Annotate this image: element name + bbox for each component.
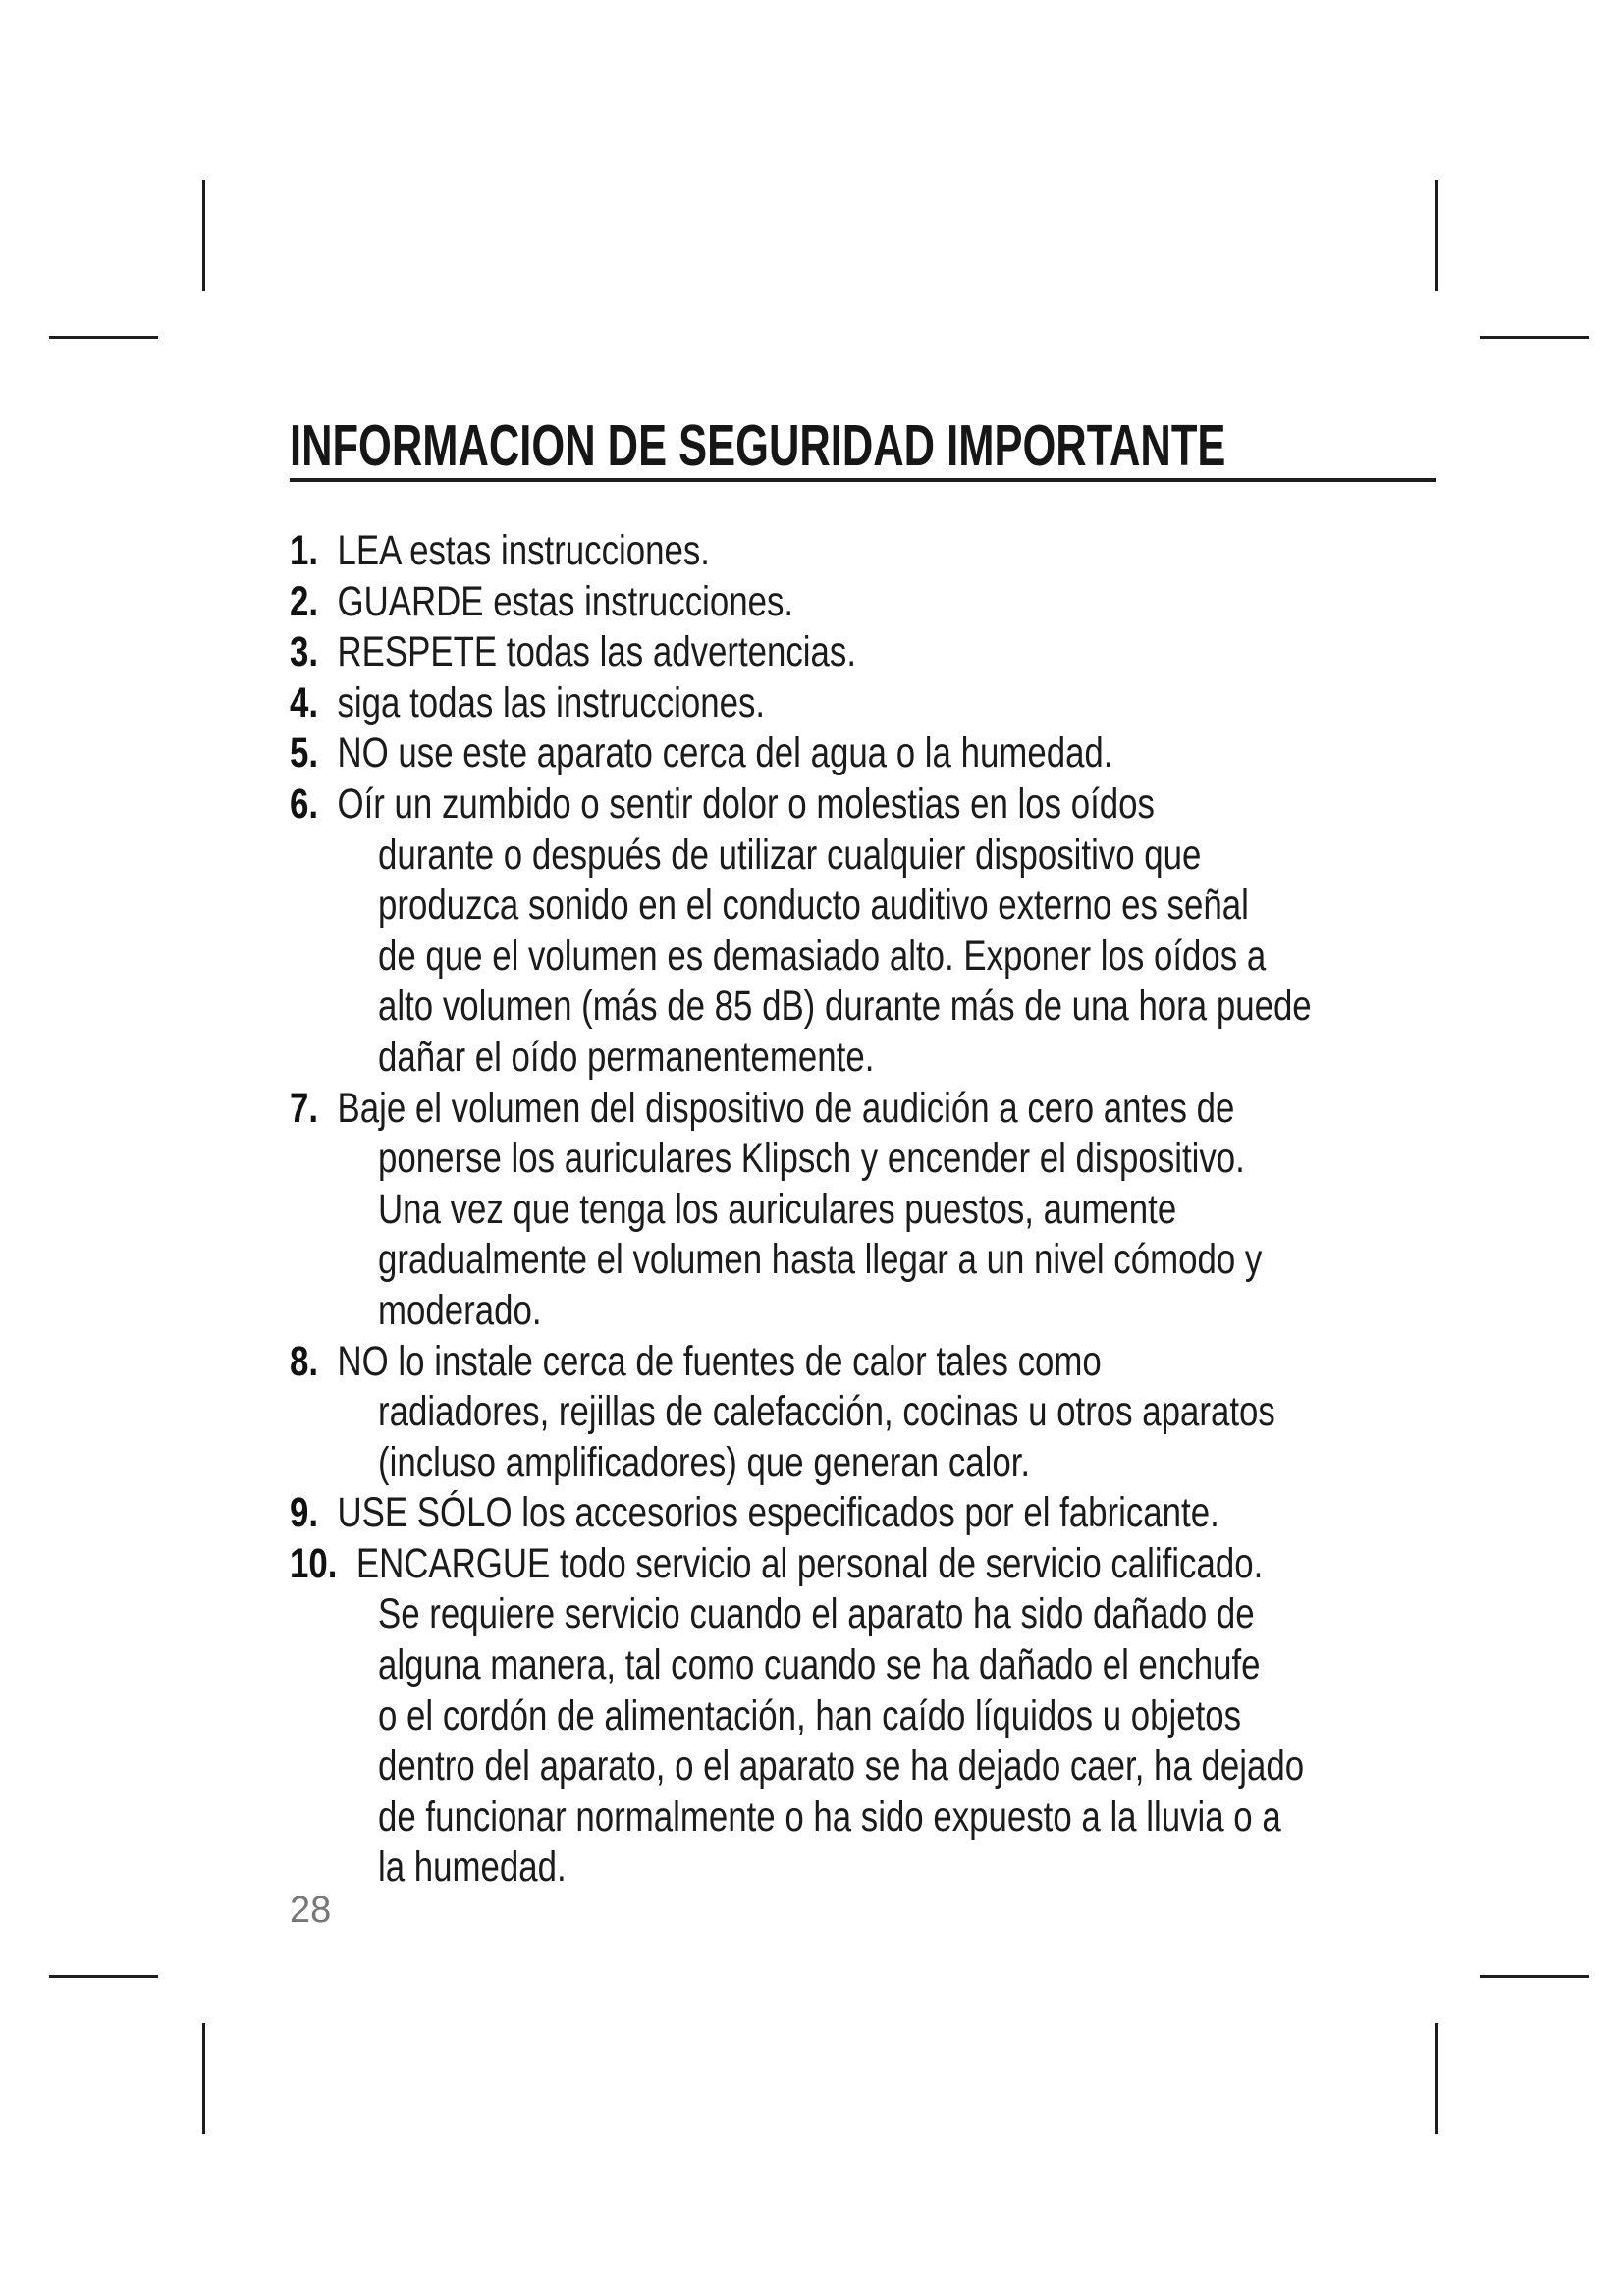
item-text-line: de funcionar normalmente o ha sido expuesto a la lluvia o a: [378, 1792, 1281, 1841]
item-first-line: [290, 577, 793, 628]
item-text-line: o el cordón de alimentación, han caído líquidos u objetos: [378, 1691, 1242, 1739]
item-number: 1.: [290, 527, 319, 574]
item-text-line: produzca sonido en el conducto auditivo externo es señal: [378, 881, 1249, 930]
title-underline-rule: [290, 478, 1436, 482]
item-line: [290, 1640, 1586, 1691]
crop-mark-bottom-right-vertical: [1435, 2023, 1438, 2134]
list-item: [290, 1488, 1586, 1539]
item-line: [290, 1185, 1586, 1236]
item-text-line: ponerse los auriculares Klipsch y encender el dispositivo.: [378, 1135, 1245, 1183]
item-text-line: NO lo instale cerca de fuentes de calor tales como: [337, 1337, 1102, 1385]
list-item: [290, 678, 1586, 729]
item-line: [290, 1235, 1586, 1286]
item-line: [290, 881, 1586, 932]
item-number: 7.: [290, 1084, 319, 1132]
crop-mark-top-right-horizontal: [1480, 336, 1589, 339]
item-text-line: moderado.: [378, 1286, 542, 1334]
item-first-line: [290, 1539, 1263, 1590]
item-line: [290, 577, 1586, 628]
list-item: [290, 728, 1586, 779]
item-line: [290, 1438, 1586, 1489]
item-text-line: dentro del aparato, o el aparato se ha dejado caer, ha dejado: [378, 1742, 1305, 1790]
item-text-line: ENCARGUE todo servicio al personal de servicio calificado.: [355, 1539, 1264, 1587]
item-text-line: de que el volumen es demasiado alto. Exponer los oídos a: [378, 932, 1267, 980]
item-text-line: Una vez que tenga los auriculares puestos, aumente: [378, 1185, 1177, 1233]
item-number: 5.: [290, 729, 319, 777]
item-text-line: gradualmente el volumen hasta llegar a un nivel cómodo y: [378, 1236, 1263, 1284]
item-line: [290, 932, 1586, 983]
item-number: 2.: [290, 577, 319, 625]
item-number: 10.: [290, 1539, 338, 1587]
item-text-line: durante o después de utilizar cualquier dispositivo que: [378, 830, 1202, 879]
item-line: [290, 1691, 1586, 1742]
item-first-line: [290, 678, 765, 729]
list-item: [290, 1084, 1586, 1337]
item-line: [290, 1539, 1586, 1590]
crop-mark-bottom-left-horizontal: [49, 1975, 158, 1978]
item-text-line: Oír un zumbido o sentir dolor o molestias en los oídos: [337, 779, 1155, 828]
safety-instructions-list: [290, 526, 1586, 1894]
item-number: 6.: [290, 779, 319, 828]
item-line: [290, 1589, 1586, 1640]
item-line: [290, 982, 1586, 1033]
item-line: [290, 728, 1586, 779]
page-number: 28: [290, 1890, 332, 1931]
crop-mark-top-left-horizontal: [49, 336, 158, 339]
item-line: [290, 1084, 1586, 1135]
item-text-line: NO use este aparato cerca del agua o la humedad.: [337, 729, 1113, 777]
item-first-line: [290, 627, 856, 678]
page-title-text: INFORMACION DE SEGURIDAD IMPORTANTE: [290, 413, 1226, 478]
item-text-line: la humedad.: [378, 1843, 567, 1892]
item-line: [290, 1387, 1586, 1438]
item-line: [290, 678, 1586, 729]
item-line: [290, 1134, 1586, 1185]
item-text-line: alto volumen (más de 85 dB) durante más de una hora puede: [378, 983, 1312, 1031]
page-title: [290, 413, 1560, 478]
item-number: 3.: [290, 628, 319, 676]
item-number: 9.: [290, 1489, 319, 1537]
item-text-line: alguna manera, tal como cuando se ha dañado el enchufe: [378, 1641, 1261, 1689]
item-first-line: [290, 728, 1112, 779]
item-first-line: [290, 1337, 1102, 1388]
list-item: [290, 526, 1586, 577]
item-number: 8.: [290, 1337, 319, 1385]
item-line: [290, 526, 1586, 577]
crop-mark-top-right-vertical: [1435, 180, 1438, 291]
crop-mark-top-left-vertical: [202, 180, 205, 291]
item-line: [290, 627, 1586, 678]
item-text-line: LEA estas instrucciones.: [337, 527, 710, 574]
list-item: [290, 1539, 1586, 1894]
item-text-line: GUARDE estas instrucciones.: [337, 577, 794, 625]
item-line: [290, 1842, 1586, 1894]
item-line: [290, 1741, 1586, 1792]
item-line: [290, 1033, 1586, 1084]
item-text-line: Baje el volumen del dispositivo de audición a cero antes de: [337, 1084, 1235, 1132]
item-line: [290, 779, 1586, 830]
list-item: [290, 779, 1586, 1084]
item-text-line: radiadores, rejillas de calefacción, cocinas u otros aparatos: [378, 1388, 1275, 1436]
list-item: [290, 577, 1586, 628]
item-line: [290, 1286, 1586, 1337]
crop-mark-bottom-left-vertical: [202, 2023, 205, 2134]
item-number: 4.: [290, 678, 319, 726]
item-line: [290, 1337, 1586, 1388]
list-item: [290, 627, 1586, 678]
item-first-line: [290, 1084, 1234, 1135]
item-line: [290, 1488, 1586, 1539]
list-item: [290, 1337, 1586, 1489]
item-text-line: RESPETE todas las advertencias.: [337, 628, 857, 676]
item-text-line: siga todas las instrucciones.: [337, 678, 766, 726]
item-line: [290, 830, 1586, 881]
item-text-line: Se requiere servicio cuando el aparato ha sido dañado de: [378, 1590, 1255, 1638]
item-first-line: [290, 526, 710, 577]
item-text-line: USE SÓLO los accesorios especificados por el fabricante.: [337, 1489, 1219, 1537]
item-text-line: (incluso amplificadores) que generan calor.: [378, 1438, 1031, 1486]
item-first-line: [290, 1488, 1219, 1539]
item-text-line: dañar el oído permanentemente.: [378, 1033, 875, 1081]
item-first-line: [290, 779, 1155, 830]
crop-mark-bottom-right-horizontal: [1480, 1975, 1589, 1978]
item-line: [290, 1792, 1586, 1843]
